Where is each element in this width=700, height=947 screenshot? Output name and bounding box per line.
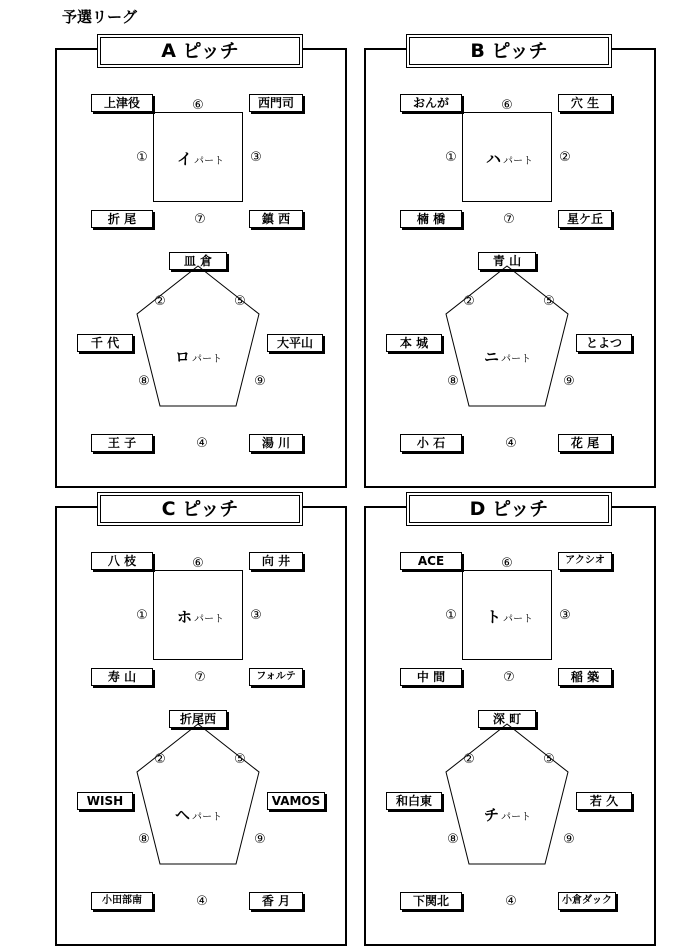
match-number: ⑨ bbox=[563, 832, 575, 847]
match-number: ⑥ bbox=[192, 556, 204, 571]
match-number: ⑦ bbox=[503, 670, 515, 685]
group-label-suffix: パート bbox=[194, 614, 225, 625]
team-br: 花 尾 bbox=[558, 434, 612, 452]
match-number: ④ bbox=[196, 436, 208, 451]
team-bl: 王 子 bbox=[91, 434, 153, 452]
match-number: ③ bbox=[559, 608, 571, 623]
group-label-suffix: パート bbox=[192, 354, 223, 365]
match-number: ⑤ bbox=[543, 752, 555, 767]
match-number: ④ bbox=[196, 894, 208, 909]
team-top: 皿 倉 bbox=[169, 252, 227, 270]
match-number: ⑨ bbox=[254, 832, 266, 847]
team-tl: ACE bbox=[400, 552, 462, 570]
group-label-suffix: パート bbox=[501, 354, 532, 365]
group-label-suffix: パート bbox=[503, 156, 534, 167]
group-label: チパート bbox=[484, 806, 532, 824]
match-number: ④ bbox=[505, 436, 517, 451]
team-bl: 寿 山 bbox=[91, 668, 153, 686]
match-number: ① bbox=[136, 608, 148, 623]
match-number: ⑥ bbox=[192, 98, 204, 113]
team-bl: 小田部南 bbox=[91, 892, 153, 910]
team-bl: 折 尾 bbox=[91, 210, 153, 228]
team-top: 深 町 bbox=[478, 710, 536, 728]
group-label-suffix: パート bbox=[194, 156, 225, 167]
team-br: 稲 築 bbox=[558, 668, 612, 686]
match-number: ⑥ bbox=[501, 556, 513, 571]
match-number: ② bbox=[463, 294, 475, 309]
match-number: ③ bbox=[250, 150, 262, 165]
match-number: ① bbox=[136, 150, 148, 165]
pitch-title: C ピッチ bbox=[97, 492, 303, 526]
team-right: とよつ bbox=[576, 334, 632, 352]
match-number: ⑧ bbox=[447, 832, 459, 847]
match-number: ⑧ bbox=[447, 374, 459, 389]
match-number: ③ bbox=[250, 608, 262, 623]
team-tr: 西門司 bbox=[249, 94, 303, 112]
match-number: ⑧ bbox=[138, 832, 150, 847]
group-label: ホパート bbox=[177, 608, 225, 626]
pitch-c bbox=[55, 498, 347, 946]
team-tl: 八 枝 bbox=[91, 552, 153, 570]
match-number: ① bbox=[445, 608, 457, 623]
match-number: ⑤ bbox=[234, 752, 246, 767]
team-left: 本 城 bbox=[386, 334, 442, 352]
team-left: 千 代 bbox=[77, 334, 133, 352]
match-number: ⑦ bbox=[194, 212, 206, 227]
team-top: 青 山 bbox=[478, 252, 536, 270]
pitch-b bbox=[364, 40, 656, 488]
team-right: 若 久 bbox=[576, 792, 632, 810]
pitch-title: A ピッチ bbox=[97, 34, 303, 68]
team-br: 香 月 bbox=[249, 892, 303, 910]
group-label-suffix: パート bbox=[192, 812, 223, 823]
team-tl: おんが bbox=[400, 94, 462, 112]
pitch-d bbox=[364, 498, 656, 946]
team-tr: 向 井 bbox=[249, 552, 303, 570]
match-number: ⑤ bbox=[543, 294, 555, 309]
team-bl: 下関北 bbox=[400, 892, 462, 910]
team-bl: 楠 橋 bbox=[400, 210, 462, 228]
match-number: ⑨ bbox=[254, 374, 266, 389]
pitch-title: B ピッチ bbox=[406, 34, 612, 68]
match-number: ② bbox=[559, 150, 571, 165]
match-number: ⑨ bbox=[563, 374, 575, 389]
group-label: ニパート bbox=[484, 348, 532, 366]
team-left: WISH bbox=[77, 792, 133, 810]
group-label: ヘパート bbox=[175, 806, 223, 824]
team-br: 鎮 西 bbox=[249, 210, 303, 228]
match-number: ② bbox=[154, 752, 166, 767]
pitch-title: D ピッチ bbox=[406, 492, 612, 526]
team-right: VAMOS bbox=[267, 792, 325, 810]
team-br: 小倉ダック bbox=[558, 892, 616, 910]
page-title: 予選リーグ bbox=[62, 8, 138, 26]
team-left: 和白東 bbox=[386, 792, 442, 810]
match-number: ② bbox=[463, 752, 475, 767]
match-number: ⑥ bbox=[501, 98, 513, 113]
team-bl: 中 間 bbox=[400, 668, 462, 686]
match-number: ⑤ bbox=[234, 294, 246, 309]
match-number: ⑧ bbox=[138, 374, 150, 389]
pitch-a bbox=[55, 40, 347, 488]
team-right: 大平山 bbox=[267, 334, 323, 352]
group-label: ハパート bbox=[486, 150, 534, 168]
team-bl: 小 石 bbox=[400, 434, 462, 452]
team-top: 折尾西 bbox=[169, 710, 227, 728]
group-label: イパート bbox=[177, 150, 225, 168]
group-label: ロパート bbox=[175, 348, 223, 366]
match-number: ④ bbox=[505, 894, 517, 909]
group-label-suffix: パート bbox=[501, 812, 532, 823]
team-br: 星ケ丘 bbox=[558, 210, 612, 228]
team-br: フォルテ bbox=[249, 668, 303, 686]
match-number: ① bbox=[445, 150, 457, 165]
group-label-suffix: パート bbox=[503, 614, 534, 625]
team-tl: 上津役 bbox=[91, 94, 153, 112]
team-tr: 穴 生 bbox=[558, 94, 612, 112]
team-tr: アクシオ bbox=[558, 552, 612, 570]
team-br: 湯 川 bbox=[249, 434, 303, 452]
match-number: ⑦ bbox=[194, 670, 206, 685]
match-number: ⑦ bbox=[503, 212, 515, 227]
group-label: トパート bbox=[486, 608, 534, 626]
match-number: ② bbox=[154, 294, 166, 309]
